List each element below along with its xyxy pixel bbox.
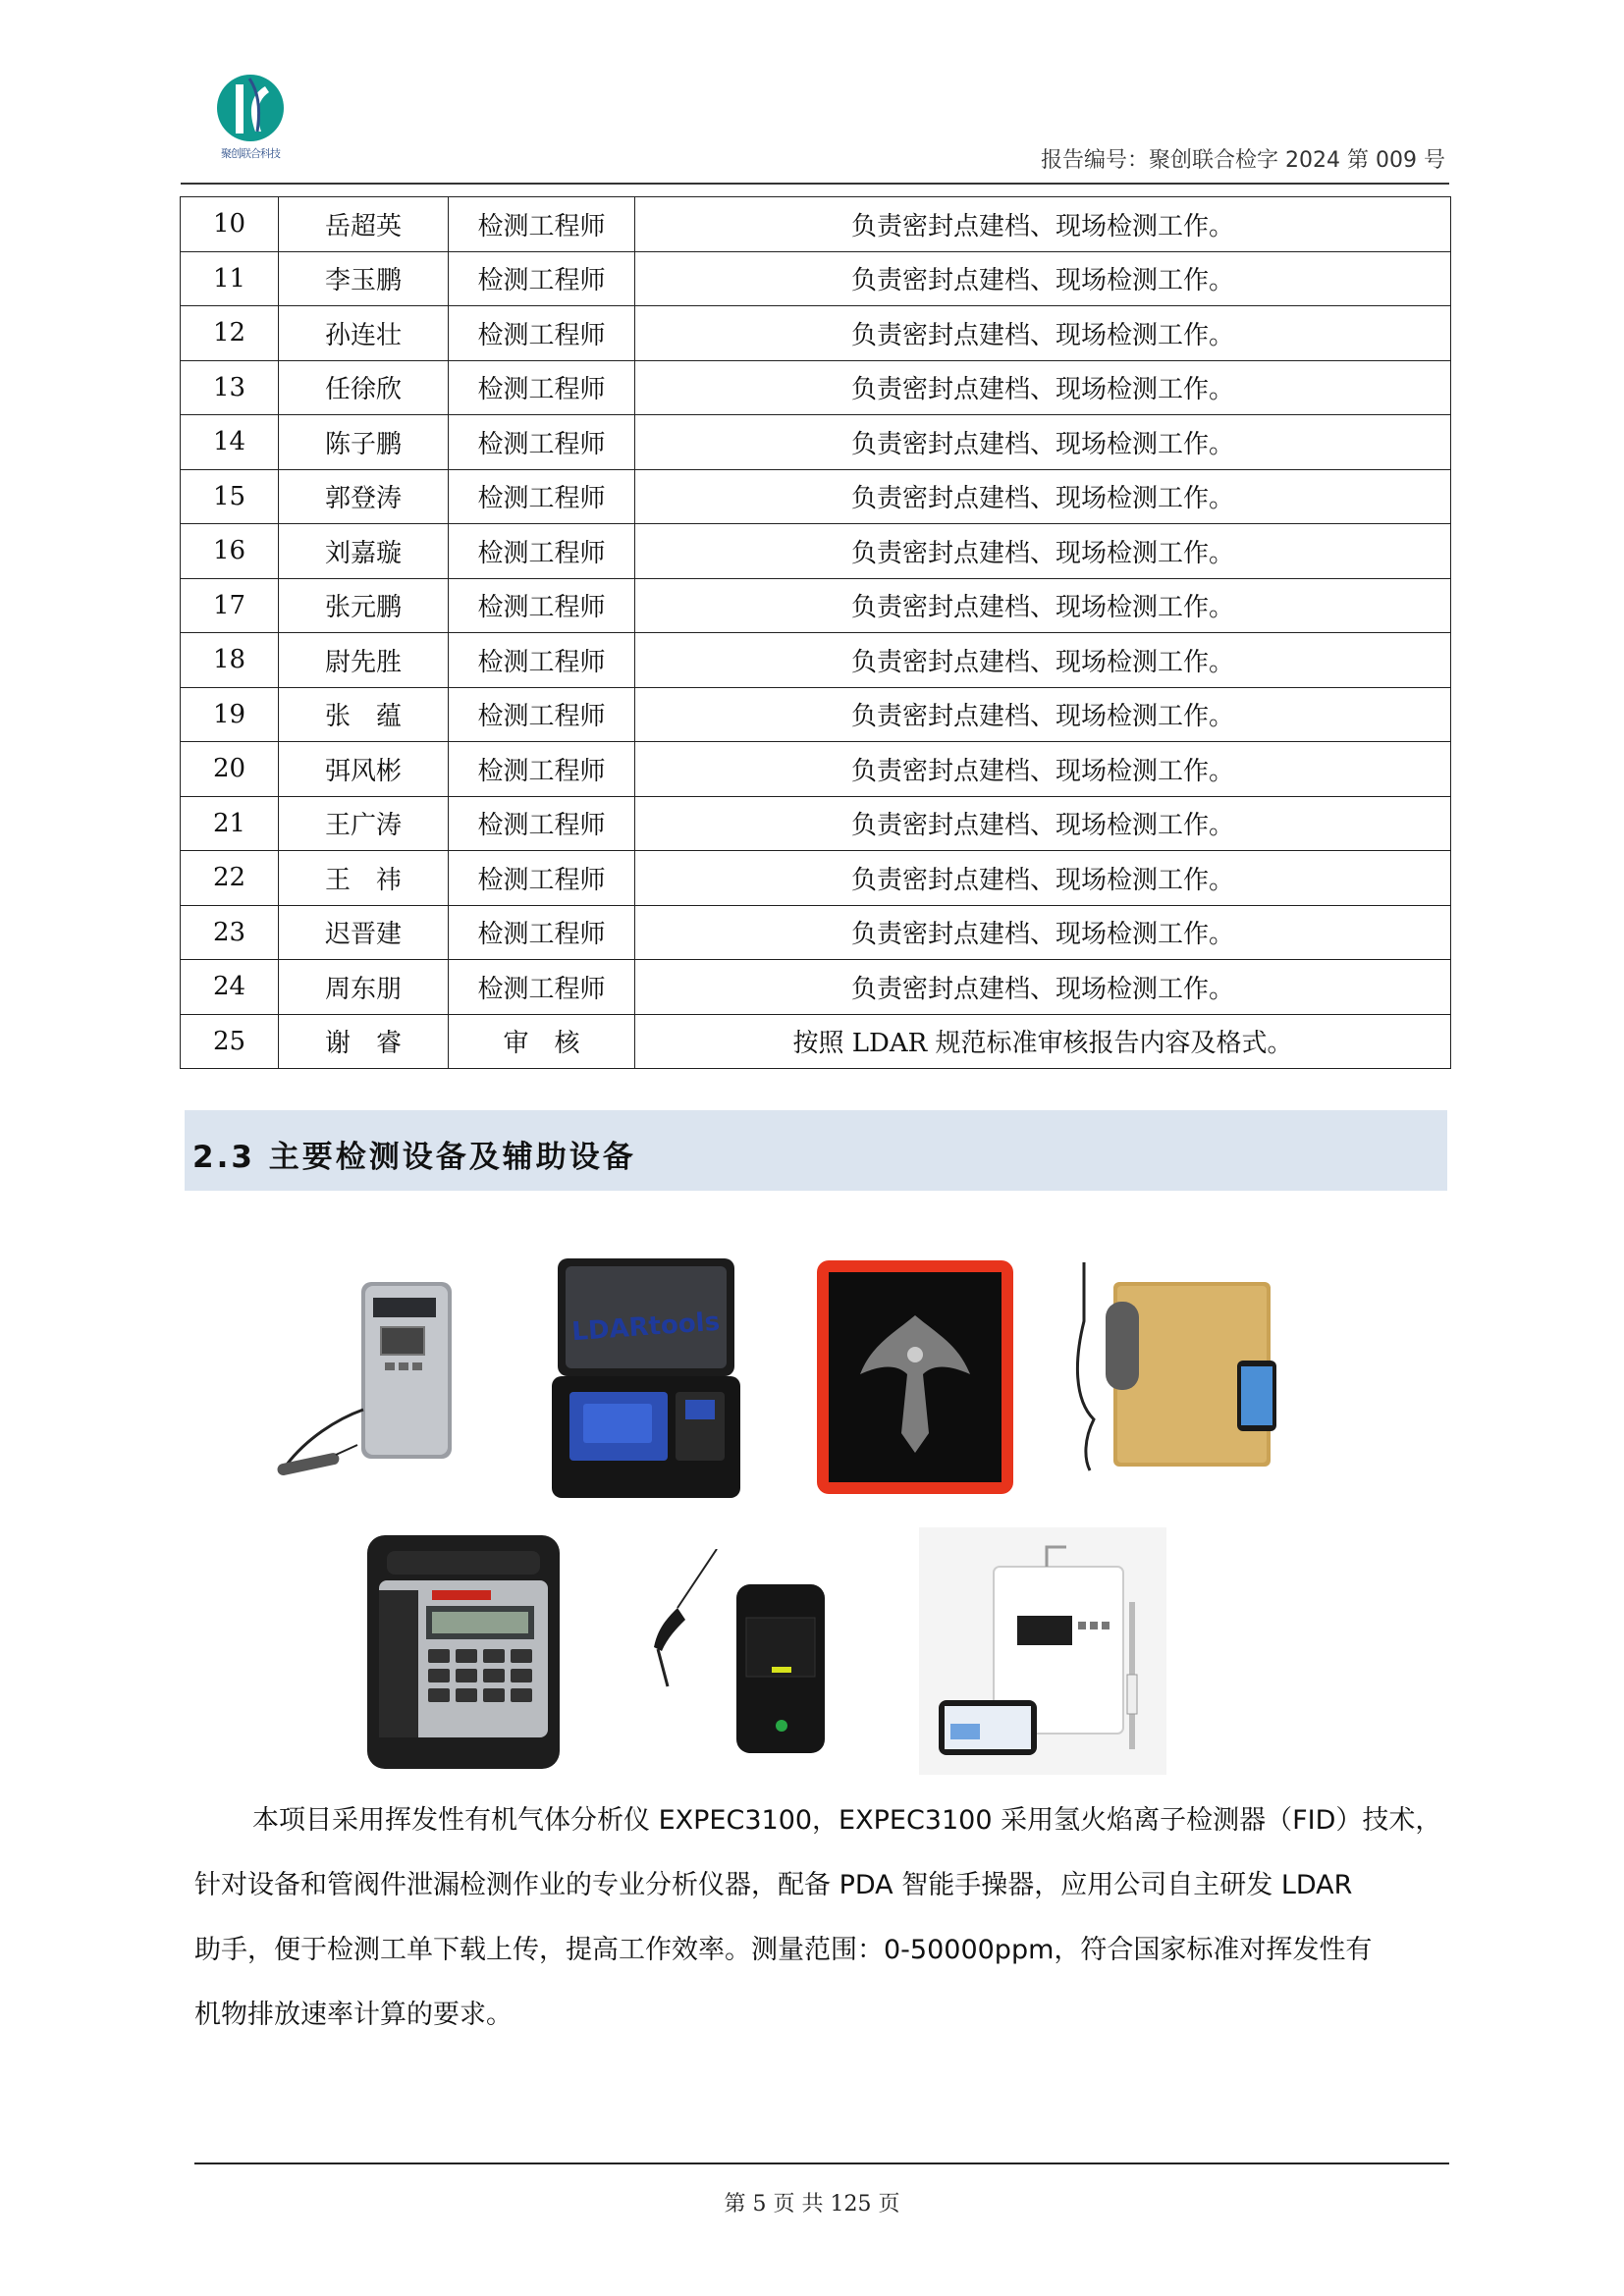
equipment-description-paragraph — [194, 1789, 1449, 2048]
staff-role-cell: 检测工程师 — [449, 633, 635, 688]
staff-name-cell: 岳超英 — [279, 197, 449, 252]
paragraph-line-3: 助手，便于检测工单下载上传，提高工作效率。测量范围：0-50000ppm，符合国家标准对挥发性有 — [194, 1935, 1373, 1965]
staff-duty-cell: 按照 LDAR 规范标准审核报告内容及格式。 — [635, 1014, 1451, 1069]
staff-table — [180, 196, 1451, 1069]
table-row — [181, 687, 1451, 742]
staff-duty-cell: 负责密封点建档、现场检测工作。 — [635, 960, 1451, 1015]
table-row — [181, 251, 1451, 306]
thermo-toxic-vapor-analyzer-image — [363, 1531, 569, 1773]
report-number: 报告编号：聚创联合检字 2024 第 009 号 — [1041, 148, 1445, 173]
table-row — [181, 851, 1451, 906]
staff-role-cell: 检测工程师 — [449, 469, 635, 524]
staff-role-cell: 检测工程师 — [449, 851, 635, 906]
handheld-fid-with-probe-image — [638, 1549, 835, 1757]
staff-role-cell: 检测工程师 — [449, 197, 635, 252]
staff-name-cell: 刘嘉璇 — [279, 524, 449, 579]
staff-name-cell: 张元鹏 — [279, 578, 449, 633]
staff-number-cell: 12 — [181, 306, 279, 361]
staff-number-cell: 20 — [181, 742, 279, 797]
staff-role-cell: 检测工程师 — [449, 251, 635, 306]
table-row — [181, 197, 1451, 252]
staff-duty-cell: 负责密封点建档、现场检测工作。 — [635, 306, 1451, 361]
section-title: 2.3 主要检测设备及辅助设备 — [192, 1140, 636, 1175]
table-row — [181, 633, 1451, 688]
staff-number-cell: 15 — [181, 469, 279, 524]
staff-duty-cell: 负责密封点建档、现场检测工作。 — [635, 415, 1451, 470]
table-row — [181, 905, 1451, 960]
staff-duty-cell: 负责密封点建档、现场检测工作。 — [635, 524, 1451, 579]
vocs-analyzer-with-tablet-image — [919, 1527, 1166, 1775]
footer-rule — [194, 2163, 1449, 2164]
staff-number-cell: 22 — [181, 851, 279, 906]
staff-role-cell: 检测工程师 — [449, 360, 635, 415]
staff-name-cell: 王广涛 — [279, 796, 449, 851]
staff-name-cell: 王 祎 — [279, 851, 449, 906]
table-row — [181, 360, 1451, 415]
staff-name-cell: 张 蕴 — [279, 687, 449, 742]
staff-name-cell: 弭风彬 — [279, 742, 449, 797]
staff-number-cell: 10 — [181, 197, 279, 252]
staff-duty-cell: 负责密封点建档、现场检测工作。 — [635, 197, 1451, 252]
staff-duty-cell: 负责密封点建档、现场检测工作。 — [635, 469, 1451, 524]
staff-role-cell: 检测工程师 — [449, 796, 635, 851]
staff-number-cell: 23 — [181, 905, 279, 960]
staff-role-cell: 检测工程师 — [449, 524, 635, 579]
staff-number-cell: 14 — [181, 415, 279, 470]
staff-duty-cell: 负责密封点建档、现场检测工作。 — [635, 251, 1451, 306]
staff-name-cell: 孙连壮 — [279, 306, 449, 361]
staff-number-cell: 13 — [181, 360, 279, 415]
staff-name-cell: 迟晋建 — [279, 905, 449, 960]
staff-name-cell: 郭登涛 — [279, 469, 449, 524]
staff-duty-cell: 负责密封点建档、现场检测工作。 — [635, 687, 1451, 742]
staff-number-cell: 17 — [181, 578, 279, 633]
staff-number-cell: 25 — [181, 1014, 279, 1069]
staff-duty-cell: 负责密封点建档、现场检测工作。 — [635, 633, 1451, 688]
staff-name-cell: 尉先胜 — [279, 633, 449, 688]
staff-name-cell: 谢 睿 — [279, 1014, 449, 1069]
table-row — [181, 742, 1451, 797]
table-row — [181, 796, 1451, 851]
staff-number-cell: 18 — [181, 633, 279, 688]
staff-number-cell: 11 — [181, 251, 279, 306]
staff-duty-cell: 负责密封点建档、现场检测工作。 — [635, 578, 1451, 633]
table-row — [181, 415, 1451, 470]
staff-table-body — [181, 197, 1451, 1069]
ldartools-case-label: LDARtools — [570, 1307, 722, 1348]
header-rule — [181, 183, 1449, 185]
staff-name-cell: 陈子鹏 — [279, 415, 449, 470]
ldar-detector-image — [813, 1256, 1017, 1498]
staff-role-cell: 检测工程师 — [449, 415, 635, 470]
table-row — [181, 524, 1451, 579]
table-row — [181, 1014, 1451, 1069]
staff-role-cell: 审 核 — [449, 1014, 635, 1069]
staff-duty-cell: 负责密封点建档、现场检测工作。 — [635, 851, 1451, 906]
ldartools-case-image — [548, 1255, 744, 1506]
table-row — [181, 578, 1451, 633]
staff-duty-cell: 负责密封点建档、现场检测工作。 — [635, 905, 1451, 960]
paragraph-line-4: 机物排放速率计算的要求。 — [194, 2000, 513, 2030]
paragraph-line-1: 本项目采用挥发性有机气体分析仪 EXPEC3100，EXPEC3100 采用氢火焰离子检测器（FID）技术， — [252, 1805, 1442, 1836]
table-row — [181, 960, 1451, 1015]
staff-role-cell: 检测工程师 — [449, 905, 635, 960]
staff-name-cell: 李玉鹏 — [279, 251, 449, 306]
paragraph-line-2: 针对设备和管阀件泄漏检测作业的专业分析仪器，配备 PDA 智能手操器，应用公司自主研发 LDAR — [194, 1870, 1353, 1900]
staff-role-cell: 检测工程师 — [449, 742, 635, 797]
staff-role-cell: 检测工程师 — [449, 960, 635, 1015]
staff-name-cell: 周东朋 — [279, 960, 449, 1015]
logo-caption: 聚创联合科技 — [221, 147, 280, 160]
staff-duty-cell: 负责密封点建档、现场检测工作。 — [635, 796, 1451, 851]
staff-role-cell: 检测工程师 — [449, 687, 635, 742]
staff-number-cell: 16 — [181, 524, 279, 579]
page-number: 第 5 页 共 125 页 — [724, 2192, 900, 2216]
staff-role-cell: 检测工程师 — [449, 578, 635, 633]
staff-name-cell: 任徐欣 — [279, 360, 449, 415]
table-row — [181, 306, 1451, 361]
staff-role-cell: 检测工程师 — [449, 306, 635, 361]
tvoc-monitor-with-phone-image — [1055, 1262, 1280, 1478]
fid-analyzer-image — [267, 1272, 485, 1490]
staff-number-cell: 19 — [181, 687, 279, 742]
staff-number-cell: 24 — [181, 960, 279, 1015]
staff-number-cell: 21 — [181, 796, 279, 851]
staff-duty-cell: 负责密封点建档、现场检测工作。 — [635, 742, 1451, 797]
table-row — [181, 469, 1451, 524]
staff-duty-cell: 负责密封点建档、现场检测工作。 — [635, 360, 1451, 415]
